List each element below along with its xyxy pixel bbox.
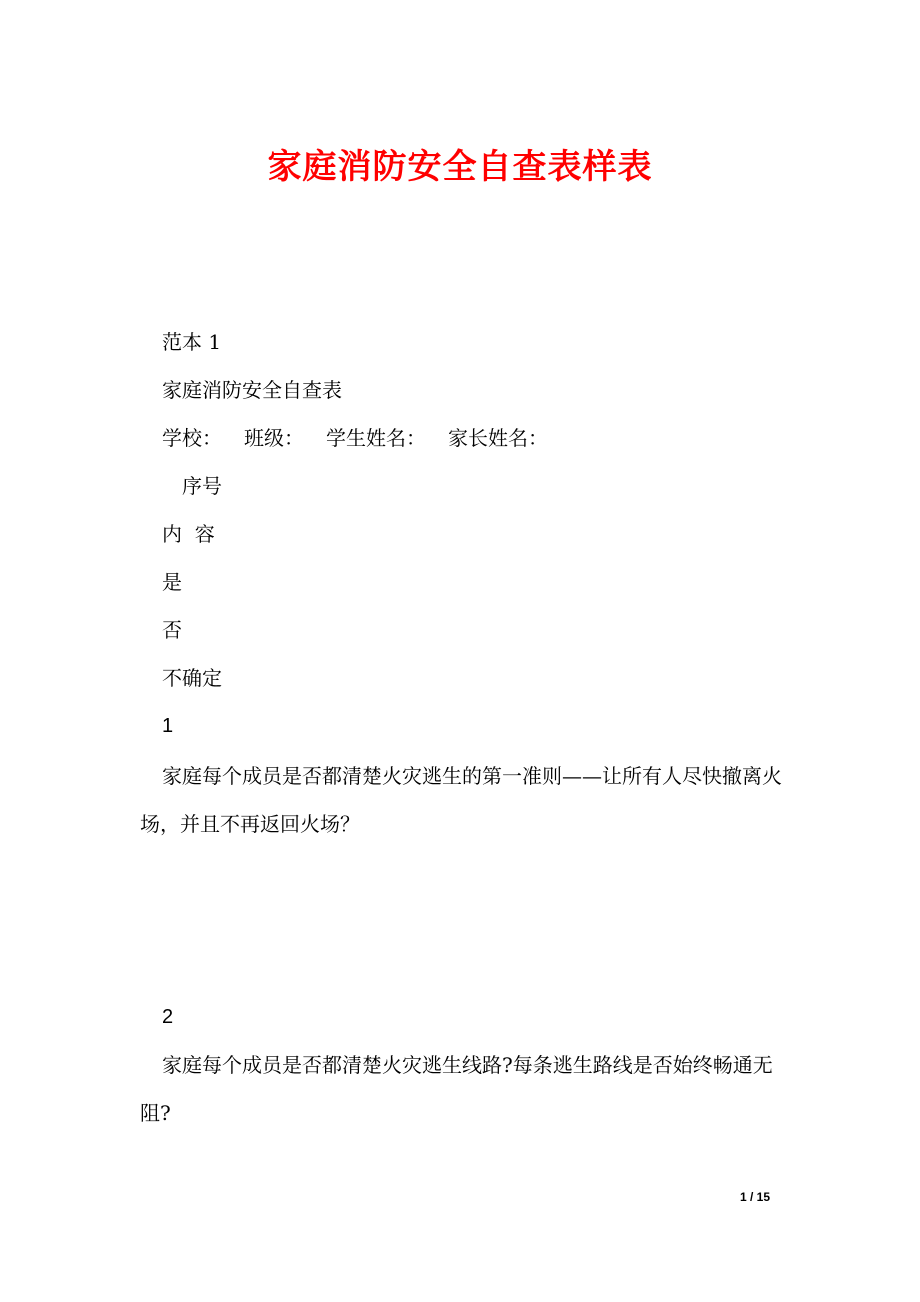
header-no: 否 — [162, 618, 182, 642]
header-unsure: 不确定 — [162, 666, 222, 690]
item-text: 家庭每个成员是否都清楚火灾逃生的第一准则——让所有人尽快撤离火场，并且不再返回火场？ — [140, 764, 782, 836]
field-student-name: 学生姓名： — [326, 426, 426, 450]
field-school: 学校： — [162, 426, 222, 450]
field-class: 班级： — [244, 426, 304, 450]
header-yes: 是 — [162, 570, 182, 594]
item-text: 家庭每个成员是否都清楚火灾逃生线路?每条逃生路线是否始终畅通无阻? — [140, 1053, 773, 1125]
form-title: 家庭消防安全自查表 — [162, 378, 342, 402]
info-fields-row — [162, 424, 570, 452]
item-number: 1 — [162, 715, 174, 737]
header-seq: 序号 — [182, 474, 222, 498]
document-title: 家庭消防安全自查表样表 — [267, 147, 653, 187]
header-content: 内 容 — [162, 522, 215, 546]
page-indicator: 1 / 15 — [740, 1190, 771, 1204]
sample-label: 范本 1 — [162, 330, 222, 354]
field-parent-name: 家长姓名： — [448, 426, 548, 450]
item-number: 2 — [162, 1006, 174, 1028]
